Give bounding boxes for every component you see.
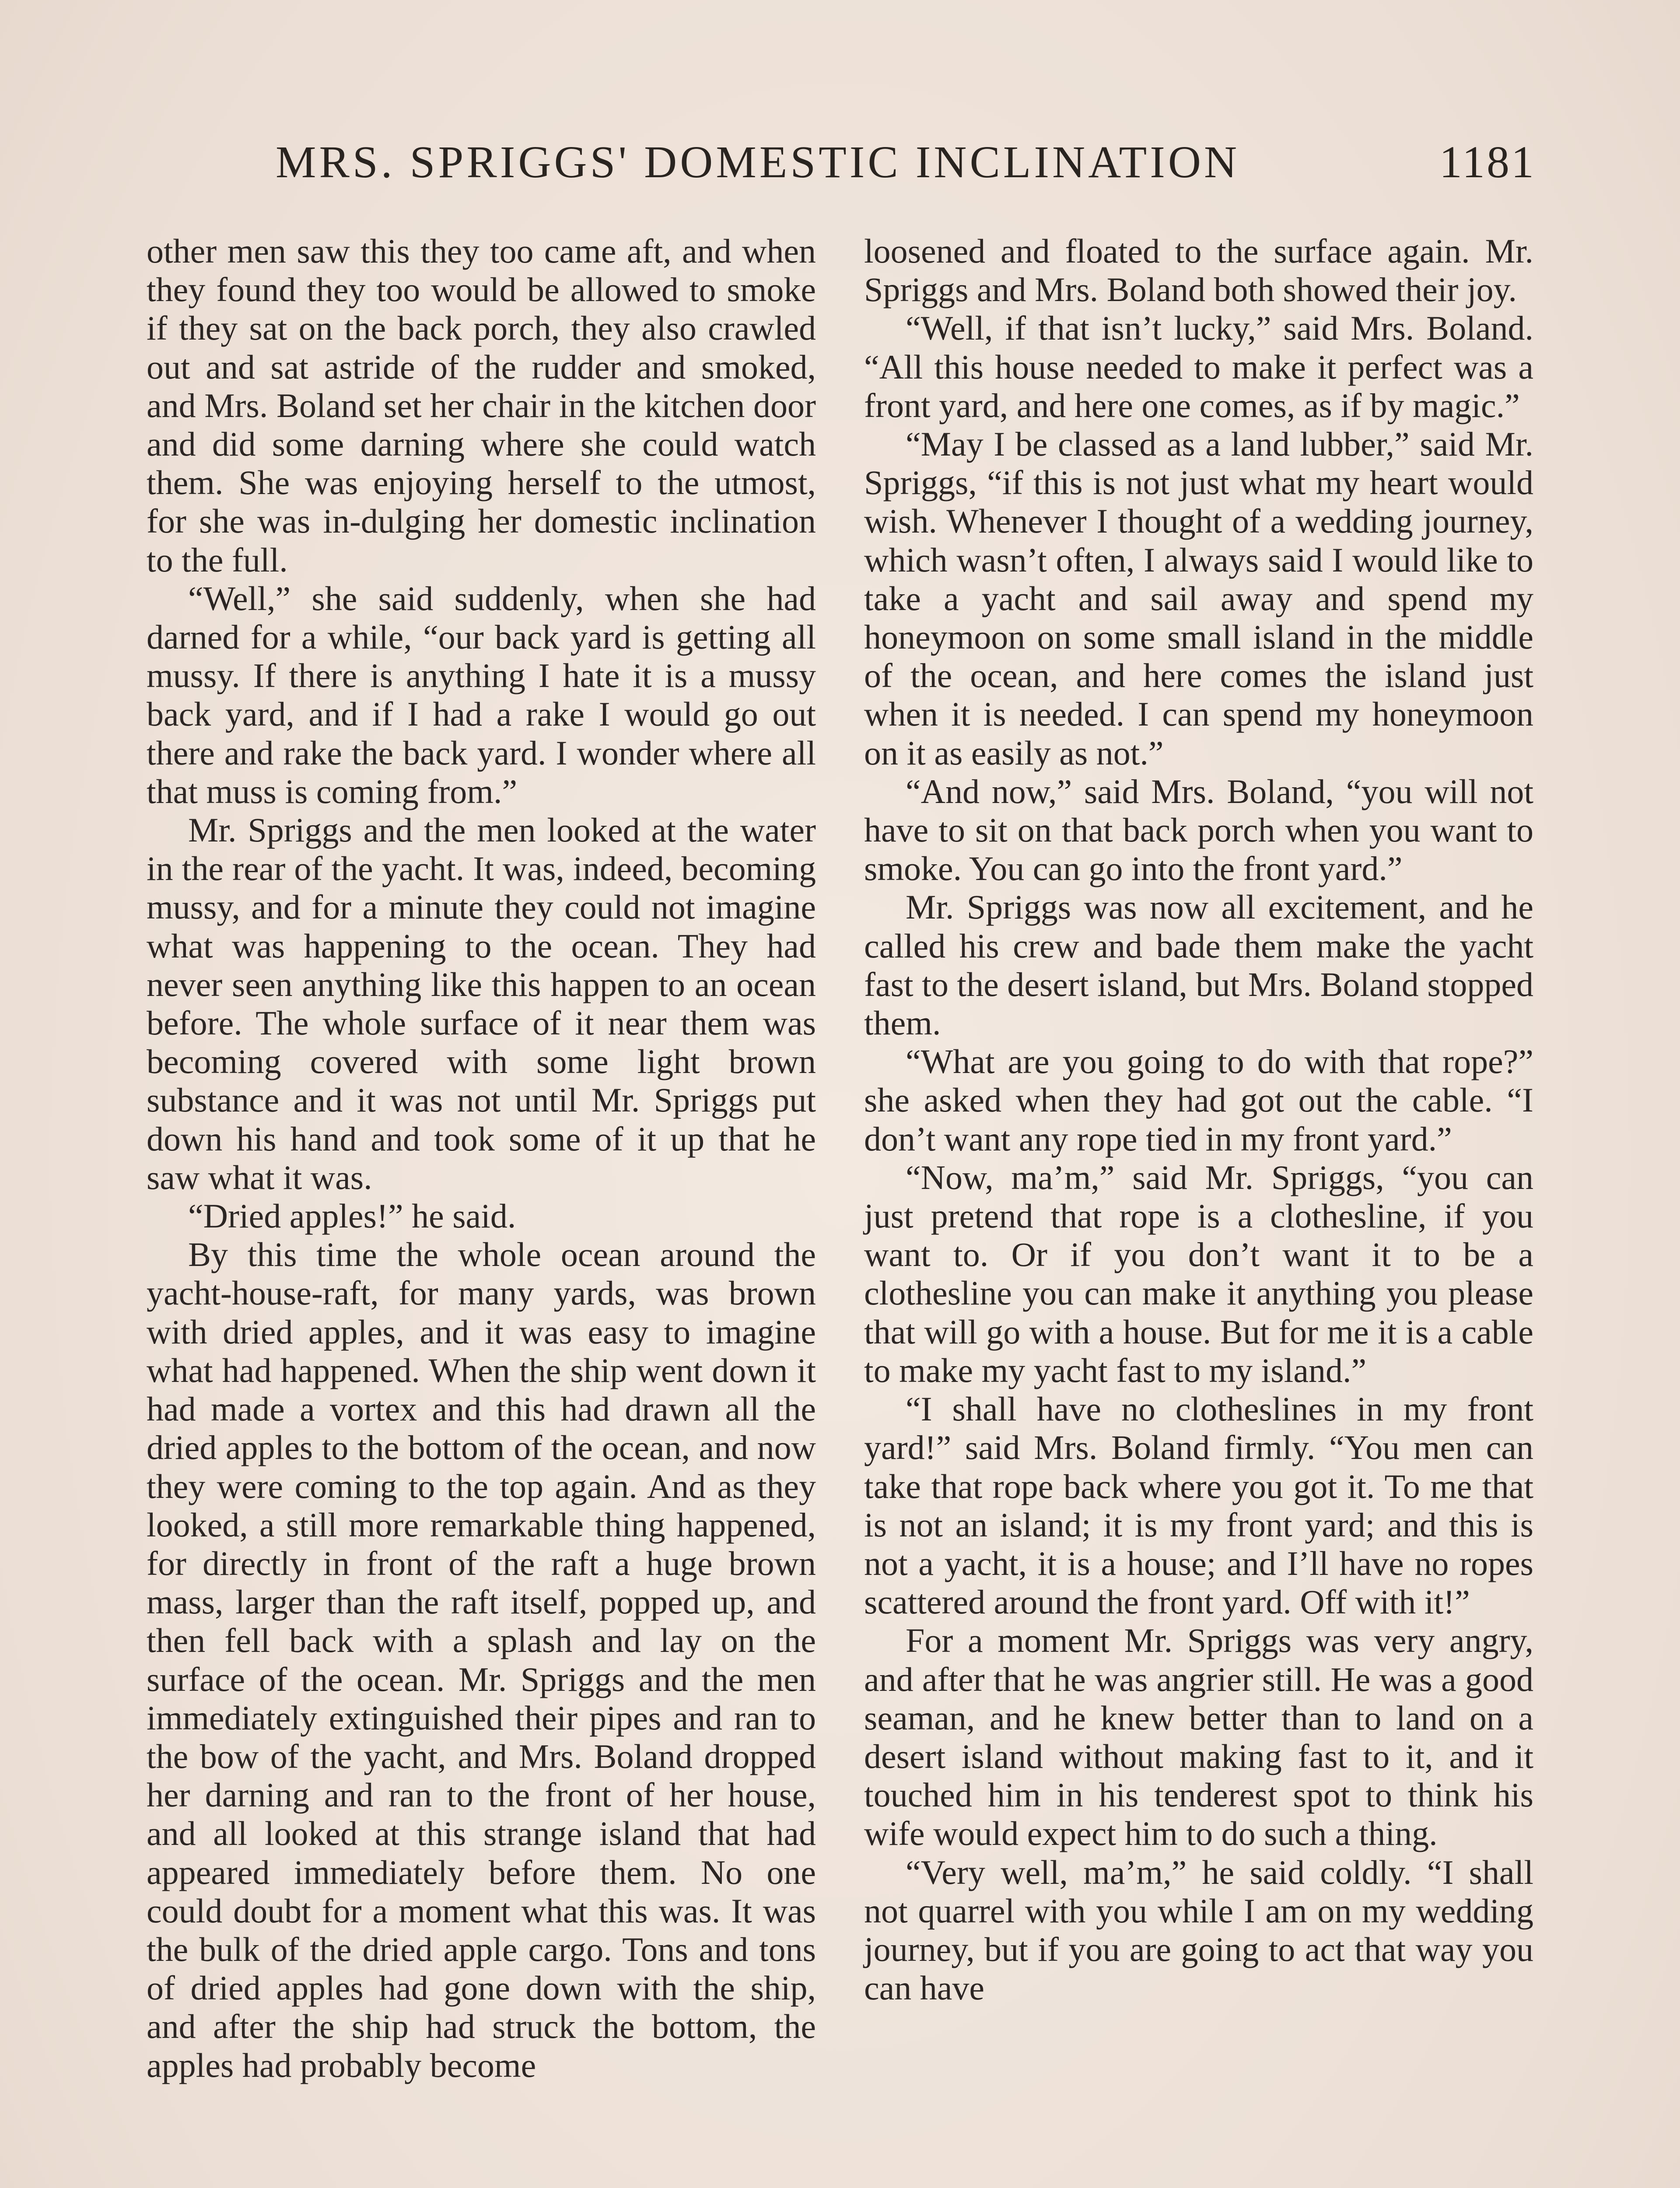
page-number: 1181 (1439, 137, 1536, 187)
paragraph: “Well, if that isn’t lucky,” said Mrs. Boland. “All this house needed to make it perfect was a front yard, and here one comes, as if by magic.” (864, 309, 1533, 424)
paragraph: “May I be classed as a land lubber,” said Mr. Spriggs, “if this is not just what my heart would wish. Whenever I thought of a wedding journey, which wasn’t often, I always said I would like to take a yacht and sail away and spend my honeymoon on some small island in the middle of the ocean, and here comes the island just when it is needed. I can spend my honeymoon on it as easily as not.” (864, 425, 1533, 772)
paragraph: loosened and floated to the surface again. Mr. Spriggs and Mrs. Boland both showed their joy. (864, 232, 1533, 309)
paragraph: “What are you going to do with that rope?” she asked when they had got out the cable. “I don’t want any rope tied in my front yard.” (864, 1042, 1533, 1158)
left-column (147, 232, 816, 2085)
running-header (276, 131, 1536, 188)
right-column (864, 232, 1533, 2007)
paragraph: other men saw this they too came aft, and when they found they too would be allowed to smoke if they sat on the back porch, they also crawled out and sat astride of the rudder and smoked, and Mrs. Boland set her chair in the kitchen door and did some darning where she could watch them. She was enjoying herself to the utmost, for she was in-dulging her domestic inclination to the full. (147, 232, 816, 579)
paragraph: Mr. Spriggs was now all excitement, and he called his crew and bade them make the yacht fast to the desert island, but Mrs. Boland stopped them. (864, 888, 1533, 1042)
paragraph: “Very well, ma’m,” he said coldly. “I shall not quarrel with you while I am on my wedding journey, but if you are going to act that way you can have (864, 1853, 1533, 2007)
paragraph: “I shall have no clotheslines in my front yard!” said Mrs. Boland firmly. “You men can take that rope back where you got it. To me that is not an island; it is my front yard; and this is not a yacht, it is a house; and I’ll have no ropes scattered around the front yard. Off with it!” (864, 1390, 1533, 1621)
paragraph: “Now, ma’m,” said Mr. Spriggs, “you can just pretend that rope is a clothesline, if you want to. Or if you don’t want it to be a clothesline you can make it anything you please that will go with a house. But for me it is a cable to make my yacht fast to my island.” (864, 1158, 1533, 1389)
paragraph: Mr. Spriggs and the men looked at the water in the rear of the yacht. It was, indeed, becoming mussy, and for a minute they could not imagine what was happening to the ocean. They had never seen anything like this happen to an ocean before. The whole surface of it near them was becoming covered with some light brown substance and it was not until Mr. Spriggs put down his hand and took some of it up that he saw what it was. (147, 811, 816, 1196)
paragraph: “Well,” she said suddenly, when she had darned for a while, “our back yard is getting all mussy. If there is anything I hate it is a mussy back yard, and if I had a rake I would go out there and rake the back yard. I wonder where all that muss is coming from.” (147, 579, 816, 810)
paragraph: “Dried apples!” he said. (188, 1197, 516, 1235)
paragraph: For a moment Mr. Spriggs was very angry, and after that he was angrier still. He was a good seaman, and he knew better than to land on a desert island without making fast to it, and it touched him in his tenderest spot to think his wife would expect him to do such a thing. (864, 1621, 1533, 1853)
running-title: MRS. SPRIGGS' DOMESTIC INCLINATION (276, 137, 1240, 187)
paragraph: “And now,” said Mrs. Boland, “you will not have to sit on that back porch when you want to smoke. You can go into the front yard.” (864, 772, 1533, 888)
paragraph: By this time the whole ocean around the yacht-house-raft, for many yards, was brown with dried apples, and it was easy to imagine what had happened. When the ship went down it had made a vortex and this had drawn all the dried apples to the bottom of the ocean, and now they were coming to the top again. And as they looked, a still more remarkable thing happened, for directly in front of the raft a huge brown mass, larger than the raft itself, popped up, and then fell back with a splash and lay on the surface of the ocean. Mr. Spriggs and the men immediately extinguished their pipes and ran to the bow of the yacht, and Mrs. Boland dropped her darning and ran to the front of her house, and all looked at this strange island that had appeared immediately before them. No one could doubt for a moment what this was. It was the bulk of the dried apple cargo. Tons and tons of dried apples had gone down with the ship, and after the ship had struck the bottom, the apples had probably become (147, 1235, 816, 2084)
